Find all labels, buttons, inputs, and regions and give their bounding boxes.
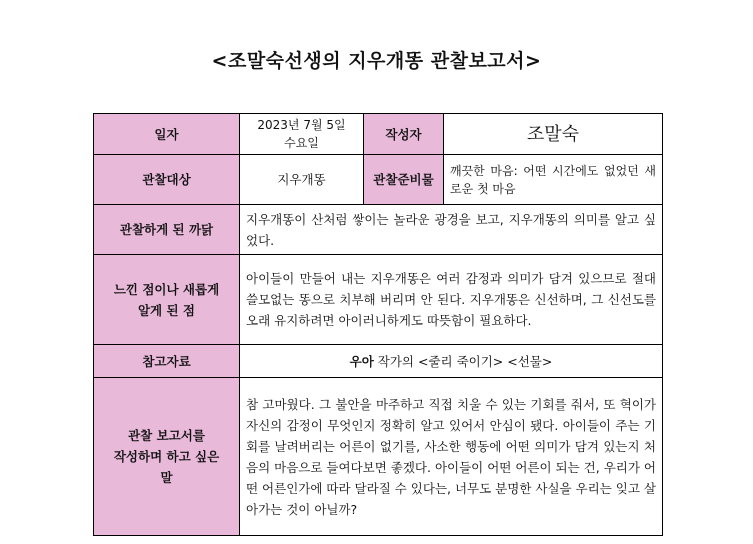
date-value-line1: 2023년 7월 5일 xyxy=(257,118,346,132)
message-value: 참 고마웠다. 그 불안을 마주하고 직접 치울 수 있는 기회를 줘서, 또 혁이가 자신의 감정이 무엇인지 정확히 알고 있어서 안심이 됐다. 아이들이 주는 기회를 날려버리는 어른이 없기를, 사소한 행동에 어떤 의미가 담겨 있는지 처음의 마음으로 들여다보면 좋겠다. 아이들이 어떤 어른이 되는 건, 우리가 어떤 어른인가에 따라 달라질 수 있다는, 너무도 분명한 사실을 우리는 잊고 살아가는 것이 아닐까? xyxy=(240,378,663,536)
message-label-line3: 말 xyxy=(160,470,173,485)
message-label xyxy=(94,378,240,536)
learned-value: 아이들이 만들어 내는 지우개똥은 여러 감정과 의미가 담겨 있으므로 절대 쓸모없는 똥으로 치부해 버리며 안 된다. 지우개똥은 신선하며, 그 신선도를 오래 유지하려면 아이러니하게도 따뜻함이 필요하다. xyxy=(240,255,663,345)
reference-author: 우아 xyxy=(349,353,374,369)
learned-label-line2: 알게 된 점 xyxy=(137,302,195,318)
learned-label xyxy=(94,255,240,345)
row-date-writer xyxy=(94,114,663,155)
row-reason xyxy=(94,205,663,255)
observation-report-table xyxy=(93,113,663,536)
message-label-line2: 작성하며 하고 싶은 xyxy=(113,449,220,464)
date-value xyxy=(240,114,364,155)
date-value-line2: 수요일 xyxy=(284,136,319,150)
report-title: <조말숙선생의 지우개똥 관찰보고서> xyxy=(211,50,542,72)
row-target-prep xyxy=(94,155,663,205)
writer-value: 조말숙 xyxy=(444,114,663,155)
reference-text: 작가의 <줄리 죽이기> <선물> xyxy=(373,353,553,369)
learned-label-line1: 느낀 점이나 새롭게 xyxy=(113,281,220,297)
date-label: 일자 xyxy=(94,114,240,155)
reason-label: 관찰하게 된 까닭 xyxy=(94,205,240,255)
reference-value xyxy=(240,345,663,378)
target-value: 지우개똥 xyxy=(240,155,364,205)
prep-label: 관찰준비물 xyxy=(364,155,444,205)
target-label: 관찰대상 xyxy=(94,155,240,205)
prep-value: 깨끗한 마음: 어떤 시간에도 없었던 새로운 첫 마음 xyxy=(444,155,663,205)
message-label-line1: 관찰 보고서를 xyxy=(128,428,205,443)
reference-label: 참고자료 xyxy=(94,345,240,378)
reason-value: 지우개똥이 산처럼 쌓이는 놀라운 광경을 보고, 지우개똥의 의미를 알고 싶었다. xyxy=(240,205,663,255)
row-message xyxy=(94,378,663,536)
row-learned xyxy=(94,255,663,345)
writer-label: 작성자 xyxy=(364,114,444,155)
row-reference xyxy=(94,345,663,378)
